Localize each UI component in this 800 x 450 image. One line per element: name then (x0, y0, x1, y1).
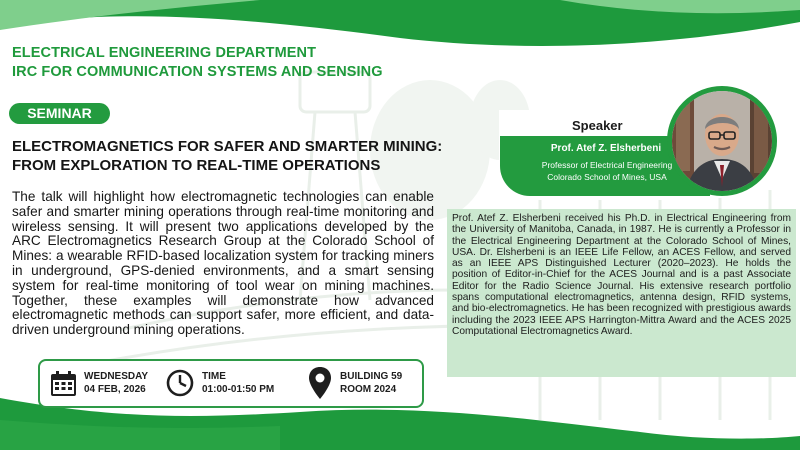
speaker-institution: Colorado School of Mines, USA (547, 172, 667, 182)
speaker-label: Speaker (572, 118, 623, 133)
event-location (340, 370, 402, 396)
speaker-title: Professor of Electrical Engineering (541, 160, 673, 170)
event-details (38, 359, 424, 408)
title-line-1: ELECTROMAGNETICS FOR SAFER AND SMARTER MINING: (12, 138, 443, 155)
speaker-portrait-graphic (672, 91, 772, 191)
department-name: ELECTRICAL ENGINEERING DEPARTMENT (12, 45, 317, 61)
speaker-affiliation (522, 159, 692, 183)
seminar-title (12, 137, 482, 175)
title-line-2: FROM EXPLORATION TO REAL-TIME OPERATIONS (12, 157, 381, 174)
seminar-badge: SEMINAR (9, 103, 110, 124)
speaker-name: Prof. Atef Z. Elsherbeni (550, 143, 662, 154)
time-label: TIME (202, 371, 226, 382)
location-pin-icon (308, 366, 332, 400)
department-header (12, 44, 383, 82)
speaker-biography: Prof. Atef Z. Elsherbeni received his Ph.D. in Electrical Engineering from the University of Manitoba, Canada, in 1987. He is currently a Professor in the Electrical Engineering Department at the Colorado School of Mines, USA. Dr. Elsherbeni is an IEEE Life Fellow, an ACES Fellow, and served as an IEEE APS Distinguished Lecturer (2020–2023). He holds the position of Editor-in-Chief for the ACES Journal and is a past Associate Editor for the Radio Science Journal. His extensive research portfolio spans computational electromagnetics, antenna design, RFID systems, and bio-electromagnetics. He has been recognized with prestigious awards including the 2023 IEEE APS Harrington-Mittra Award and the ACES 2025 Computational Electromagnetics Award. (447, 209, 796, 377)
time-value: 01:00-01:50 PM (202, 384, 275, 395)
building-label: BUILDING 59 (340, 371, 403, 382)
abstract-text: The talk will highlight how electromagnetic technologies can enable safer and smarter mining operations through real-time monitoring and wireless sensing. It will present two applications developed by the ARC Electromagnetics Research Group at the Colorado School of Mines: a wearable RFID-based localization system for tracking miners in underground, GPS-denied environments, and a smart sensing system for real-time monitoring of tool wear on mining machines. Together, these examples will demonstrate how advanced electromagnetic methods can support safer, more efficient, and data-driven underground mining operations. (12, 189, 434, 338)
event-date (84, 370, 148, 396)
calendar-icon (50, 370, 77, 397)
center-name: IRC FOR COMMUNICATION SYSTEMS AND SENSING (12, 64, 383, 80)
event-day: WEDNESDAY (84, 371, 149, 382)
clock-icon (166, 369, 194, 397)
event-date-value: 04 FEB, 2026 (84, 384, 146, 395)
event-time (202, 370, 274, 396)
room-label: ROOM 2024 (340, 384, 397, 395)
speaker-photo (667, 86, 777, 196)
